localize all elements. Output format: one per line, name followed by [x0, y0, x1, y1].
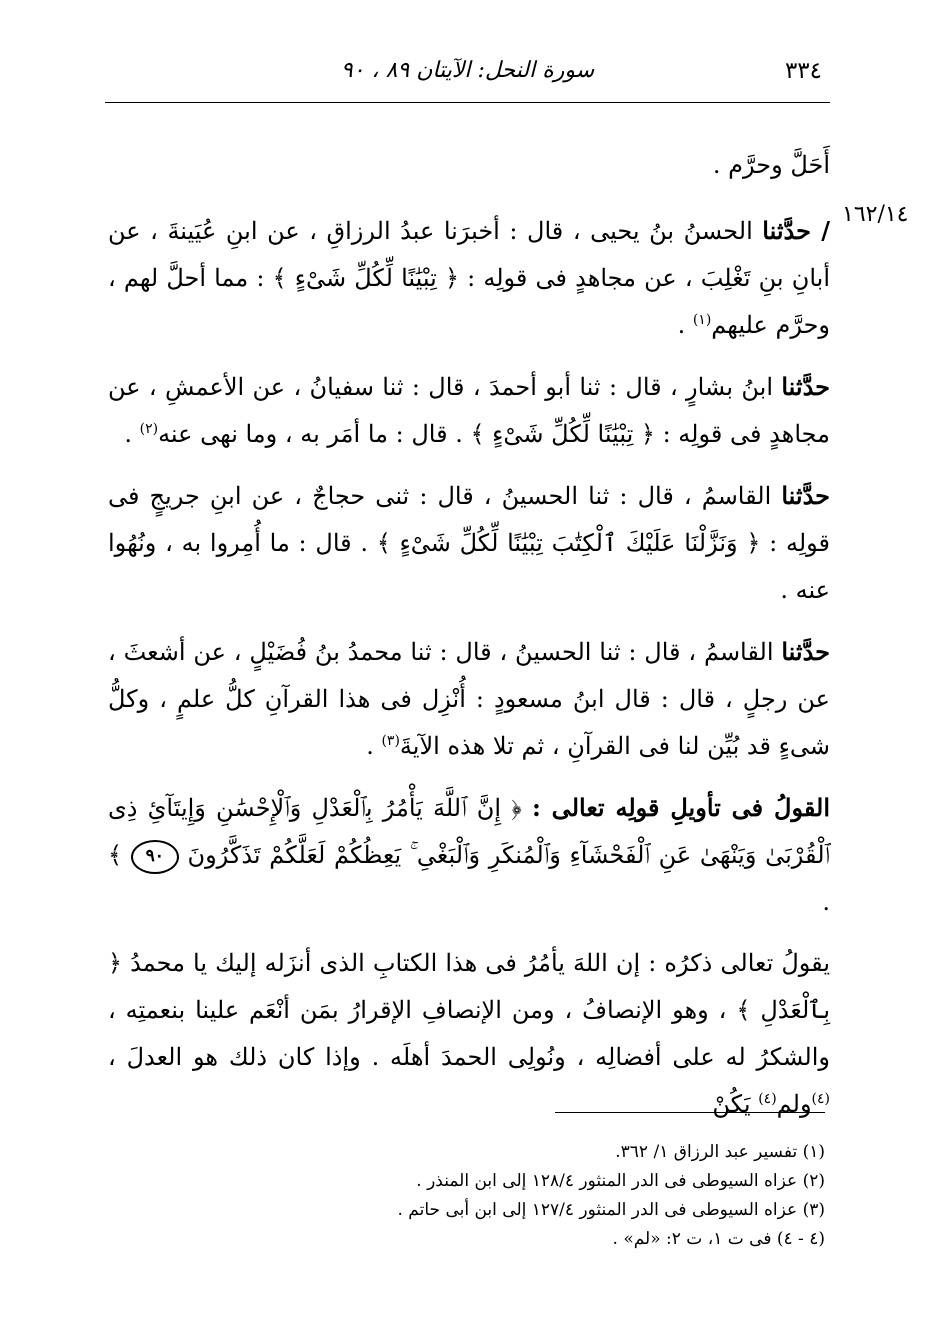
running-title: سورة النحل: الآيتان ٨٩ ، ٩٠: [340, 58, 595, 83]
paragraph: [108, 363, 830, 458]
margin-reference: ١٦٢/١٤: [842, 202, 909, 227]
quran-verse: ﴿ إِنَّ ٱللَّهَ يَأْمُرُ بِٱلْعَدْلِ وَٱلْإِحْسَٰنِ وَإِيتَآئِ ذِى ٱلْقُرْبَىٰ وَيَنْهَىٰ عَنِ ٱلْفَحْشَآءِ وَٱلْمُنكَرِ وَٱلْبَغْىِ ۚ يَعِظُكُمْ لَعَلَّكُمْ تَذَكَّرُونَ: [108, 794, 830, 869]
header-divider: [105, 102, 830, 103]
verse-heading-paragraph: [108, 784, 830, 926]
ayah-number-mark: ٩٠: [131, 840, 179, 874]
footnote: (٤ - ٤) فى ت ١، ت ٢: «لم» .: [612, 1229, 825, 1249]
paragraph-text: القاسمُ ، قال : ثنا الحسينُ ، قال : ثنا محمدُ بنُ فُضَيْلٍ ، عن أشعثَ ، عن رجلٍ ، قال : قال ابنُ مسعودٍ : أُنْزِل فى هذا القرآنِ كلُّ علمٍ ، وكلُّ شىءٍ قد بُيِّن لنا فى القرآنِ ، ثم تلا هذه الآيةَ: [108, 638, 830, 760]
paragraph-tail: ﴾ .: [108, 841, 830, 916]
paragraph-text: الحسنُ بنُ يحيى ، قال : أخبرَنا عبدُ الرزاقِ ، عن ابنِ عُيَينةَ ، عن أبانِ بنِ تَغْلِبَ ، عن مجاهدٍ فى قولِه : ﴿ تِبْيَٰنًا لِّكُلِّ شَىْءٍ ﴾ : مما أحلَّ لهم ، وحرَّم عليهم: [108, 217, 830, 339]
paragraph-lead: حدَّثنا: [781, 372, 830, 401]
footnote: (٢) عزاه السيوطى فى الدر المنثور ١٢٨/٤ إلى ابن المنذر .: [416, 1171, 825, 1191]
paragraph-tail: .: [124, 420, 140, 448]
paragraph-tail: يَكُنْ: [712, 1090, 759, 1118]
paragraph: [108, 207, 830, 349]
paragraph-tail: .: [677, 311, 693, 339]
paragraph-lead: حدَّثنا: [781, 637, 830, 666]
paragraph-text: القاسمُ ، قال : ثنا الحسينُ ، قال : ثنى حجاجٌ ، عن ابنِ جريجٍ فى قولِه : ﴿ وَنَزَّلْنَا عَلَيْكَ ٱلْكِتَٰبَ تِبْيَٰنًا لِّكُلِّ شَىْءٍ ﴾ . قال : ما أُمِروا به ، ونُهُوا عنه .: [108, 482, 830, 604]
footnote-divider: [555, 1112, 825, 1113]
footnote-marker: (٤): [811, 1091, 830, 1107]
footnotes: [300, 1138, 825, 1254]
footnote: (٣) عزاه السيوطى فى الدر المنثور ١٢٧/٤ إلى ابن أبى حاتم .: [397, 1200, 825, 1220]
paragraph-tail: .: [366, 732, 382, 760]
page-number: ٣٣٤: [784, 58, 822, 84]
section-heading: القولُ فى تأويلِ قولِه تعالى :: [531, 793, 830, 822]
paragraph-tail: ولم: [776, 1090, 812, 1118]
page-header: [105, 58, 830, 94]
paragraph: [108, 472, 830, 614]
paragraph: [108, 142, 830, 189]
footnote: (١) تفسير عبد الرزاق ١/ ٣٦٢.: [615, 1142, 825, 1162]
paragraph-lead: حدَّثنا: [781, 481, 830, 510]
paragraph-lead: / حدَّثنا: [762, 216, 830, 245]
paragraph-text: يقولُ تعالى ذكرُه : إن اللهَ يأمُرُ فى هذا الكتابِ الذى أنزَله إليك يا محمدُ ﴿ بِٱلْعَدْلِ ﴾ ، وهو الإنصافُ ، ومن الإنصافِ الإقرارُ بمَن أنْعَم علينا بنعمتِه ، والشكرُ له على أفضالِه ، ونُولِى الحمدَ أهلَه . وإذا كان ذلك هو العدلَ ،: [108, 949, 830, 1071]
footnote-marker: (٤): [758, 1091, 777, 1107]
paragraph: [108, 628, 830, 770]
footnote-marker: (٢): [139, 421, 159, 437]
footnote-marker: (٣): [381, 733, 400, 749]
footnote-marker: (١): [692, 312, 712, 328]
paragraph-text: ابنُ بشارٍ ، قال : ثنا أبو أحمدَ ، قال : ثنا سفيانُ ، عن الأعمشِ ، عن مجاهدٍ فى قولِه : ﴿ تِبْيَٰنًا لِّكُلِّ شَىْءٍ ﴾ . قال : ما أمَر به ، وما نهى عنه: [108, 373, 830, 448]
paragraph-text: أَحَلَّ وحرَّم .: [712, 151, 830, 179]
paragraph: [108, 940, 830, 1128]
main-text: [108, 142, 830, 1142]
